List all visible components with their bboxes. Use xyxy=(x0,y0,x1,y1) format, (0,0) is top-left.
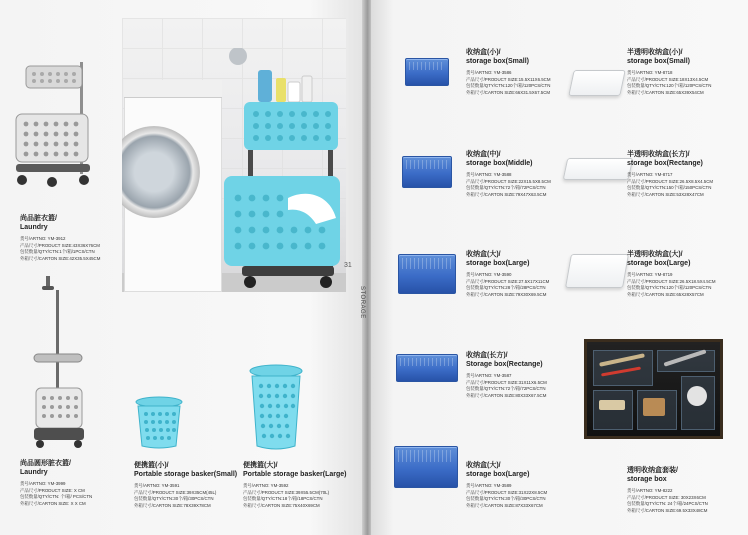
product-qty: 包装数量/QTY/CTN:150个/箱/150PCS/CTN xyxy=(627,185,712,191)
product-title-cn: 半透明收纳盒(长方)/ xyxy=(627,151,690,158)
product-title-cn: 透明收纳盒套装/ xyxy=(627,467,678,474)
clear-box-small-image xyxy=(568,70,626,96)
clear-box-rect-image xyxy=(563,158,634,180)
product-box-small xyxy=(466,48,551,96)
product-round-laundry xyxy=(20,459,92,507)
product-size: 产品尺寸/PRODUCT SIZE: 30X23X6CM xyxy=(627,494,706,500)
product-title-en: storage box(Small) xyxy=(627,58,691,65)
product-laundry-cart xyxy=(20,214,100,262)
product-qty: 包装数量/QTY/CTN: 个/箱/ PCS/CTN xyxy=(20,494,93,500)
product-title-cn: 收纳盒(中)/ xyxy=(466,151,501,158)
product-clear-box-large xyxy=(627,250,716,298)
product-title-en: Laundry xyxy=(20,224,48,231)
product-title-en: storage box(Large) xyxy=(466,260,530,267)
product-size: 产品尺寸/PRODUCT SIZE:39X35CM(45L) xyxy=(134,489,217,495)
small-basket-image xyxy=(134,396,184,450)
product-artno: 货号/ARTNO: YM-3592 xyxy=(243,483,289,488)
product-title-cn: 便携篮(小)/ xyxy=(134,462,169,469)
storage-box-middle-image xyxy=(402,156,452,188)
product-clear-box-rect xyxy=(627,150,713,198)
product-carton: 外箱尺寸/CARTON SIZE:66X31.5X67.5CM xyxy=(466,89,551,95)
product-size: 产品尺寸/PRODUCT SIZE:43X36X76CM xyxy=(20,242,100,248)
product-size: 产品尺寸/PRODUCT SIZE:15.5X11X6.5CM xyxy=(466,76,551,82)
product-box-large xyxy=(466,250,549,298)
product-title-en: storage box(Small) xyxy=(466,58,530,65)
product-clear-box-set xyxy=(627,466,708,514)
aqua-basket-tower-image xyxy=(218,48,346,292)
product-size: 产品尺寸/PRODUCT SIZE:31X22X8.5CM xyxy=(466,489,548,495)
product-title-cn: 半透明收纳盒(小)/ xyxy=(627,49,683,56)
product-size: 产品尺寸/PRODUCT SIZE: X CM xyxy=(20,487,85,493)
product-carton: 外箱尺寸/CARTON SIZE:53X28X47CM xyxy=(627,191,704,197)
lifestyle-photo xyxy=(122,18,346,292)
product-title-en: Storage box(Rectange) xyxy=(466,361,543,368)
product-carton: 外箱尺寸/CARTON SIZE:79X47X63.5CM xyxy=(466,191,547,197)
product-artno: 货号/ARTNO: YM-3586 xyxy=(466,70,512,75)
product-qty: 包装数量/QTY/CTN: 24个/箱/24PCS/CTN xyxy=(627,501,708,507)
product-artno: 货号/ARTNO: YM-3589 xyxy=(466,483,512,488)
product-carton: 外箱尺寸/CARTON SIZE:78X39X78CM xyxy=(134,502,211,508)
large-basket-image xyxy=(248,364,304,452)
product-carton: 外箱尺寸/CARTON SIZE:65X28X57CM xyxy=(627,291,704,297)
product-artno: 货号/ARTNO: YM-8718 xyxy=(627,70,673,75)
product-title-en: storage box(Large) xyxy=(466,471,530,478)
storage-box-rect-image xyxy=(396,354,458,382)
product-title-en: storage box xyxy=(627,476,667,483)
storage-box-large-2-image xyxy=(394,446,458,488)
storage-box-large-image xyxy=(398,254,456,294)
product-artno: 货号/ARTNO: YM-3999 xyxy=(20,481,66,486)
product-carton: 外箱尺寸/CARTON SIZE:69.5X33X48CM xyxy=(627,507,708,513)
product-title-cn: 收纳盒(小)/ xyxy=(466,49,501,56)
product-title-en: storage box(Middle) xyxy=(466,160,533,167)
product-artno: 货号/ARTNO: YM-3590 xyxy=(466,272,512,277)
round-laundry-image xyxy=(28,276,88,448)
clear-box-large-image xyxy=(565,254,629,288)
product-basket-large xyxy=(243,461,346,509)
product-qty: 包装数量/QTY/CTN:28个/箱/28PCS/CTN xyxy=(466,285,546,291)
product-qty: 包装数量/QTY/CTN:120个/箱/120PCS/CTN xyxy=(627,285,712,291)
product-title-en: Portable storage basker(Large) xyxy=(243,471,347,478)
product-title-cn: 半透明收纳盒(大)/ xyxy=(627,251,683,258)
product-artno: 货号/ARTNO: YM-3912 xyxy=(20,236,66,241)
product-title-en: Portable storage basker(Small) xyxy=(134,471,238,478)
product-title-cn: 尚品脏衣篮/ xyxy=(20,215,57,222)
product-qty: 包装数量/QTY/CTN:1个/箱/1PCS/CTN xyxy=(20,249,95,255)
product-clear-box-small xyxy=(627,48,711,96)
product-carton: 外箱尺寸/CARTON SIZE:65X39X54CM xyxy=(627,89,704,95)
product-size: 产品尺寸/PRODUCT SIZE:26.5X8.5X4.5CM xyxy=(627,178,714,184)
product-artno: 货号/ARTNO: YM-8717 xyxy=(627,172,673,177)
page-number: 31 xyxy=(344,262,352,269)
product-qty: 包装数量/QTY/CTN:18个/箱/18PCS/CTN xyxy=(243,496,323,502)
laundry-cart-image xyxy=(12,60,96,192)
product-basket-small xyxy=(134,461,237,509)
product-title-cn: 便携篮(大)/ xyxy=(243,462,278,469)
product-box-middle xyxy=(466,150,551,198)
product-qty: 包装数量/QTY/CTN:72个/箱/72PCS/CTN xyxy=(466,185,546,191)
product-title-cn: 尚品圆形脏衣篮/ xyxy=(20,460,71,467)
product-qty: 包装数量/QTY/CTN:30个/箱/30PCS/CTN xyxy=(134,496,214,502)
product-carton: 外箱尺寸/CARTON SIZE:42X35.5X45CM xyxy=(20,255,101,261)
product-carton: 外箱尺寸/CARTON SIZE:75X40X69CM xyxy=(243,502,320,508)
product-artno: 货号/ARTNO: YM-3587 xyxy=(466,373,512,378)
product-size: 产品尺寸/PRODUCT SIZE:26.5X18.5X4.5CM xyxy=(627,278,716,284)
product-box-rect xyxy=(466,351,547,399)
product-size: 产品尺寸/PRODUCT SIZE:18X13X4.5CM xyxy=(627,76,709,82)
product-carton: 外箱尺寸/CARTON SIZE:87X33X67CM xyxy=(466,502,543,508)
product-artno: 货号/ARTNO: YM-8719 xyxy=(627,272,673,277)
product-title-en: storage box(Rectange) xyxy=(627,160,703,167)
product-qty: 包装数量/QTY/CTN:72个/箱/72PCS/CTN xyxy=(466,386,546,392)
product-size: 产品尺寸/PRODUCT SIZE:39X55.5CM(70L) xyxy=(243,489,330,495)
product-size: 产品尺寸/PRODUCT SIZE:22X15.5X8.5CM xyxy=(466,178,551,184)
product-carton: 外箱尺寸/CARTON SIZE:79X30X69.5CM xyxy=(466,291,547,297)
product-title-en: Laundry xyxy=(20,469,48,476)
left-page xyxy=(0,0,364,535)
product-carton: 外箱尺寸/CARTON SIZE:80X33X67.5CM xyxy=(466,392,547,398)
product-box-large-2 xyxy=(466,461,547,509)
product-title-cn: 收纳盒(大)/ xyxy=(466,462,501,469)
product-carton: 外箱尺寸/CARTON SIZE: X X CM xyxy=(20,500,86,506)
product-artno: 货号/ARTNO: YM-3588 xyxy=(466,172,512,177)
product-qty: 包装数量/QTY/CTN:120个/箱/120PCS/CTN xyxy=(466,83,551,89)
product-qty: 包装数量/QTY/CTN:30个/箱/30PCS/CTN xyxy=(466,496,546,502)
product-title-cn: 收纳盒(大)/ xyxy=(466,251,501,258)
product-title-cn: 收纳盒(长方)/ xyxy=(466,352,508,359)
storage-box-small-image xyxy=(405,58,449,86)
product-artno: 货号/ARTNO: YM-3591 xyxy=(134,483,180,488)
product-artno: 货号/ARTNO: YM-8222 xyxy=(627,488,673,493)
drawer-organizer-photo xyxy=(584,339,723,439)
product-size: 产品尺寸/PRODUCT SIZE:31X11X6.5CM xyxy=(466,379,547,385)
product-title-en: storage box(Large) xyxy=(627,260,691,267)
section-tag: STORAGE xyxy=(359,286,365,319)
product-size: 产品尺寸/PRODUCT SIZE:27.5X17X11CM xyxy=(466,278,550,284)
product-qty: 包装数量/QTY/CTN:120个/箱/120PCS/CTN xyxy=(627,83,712,89)
